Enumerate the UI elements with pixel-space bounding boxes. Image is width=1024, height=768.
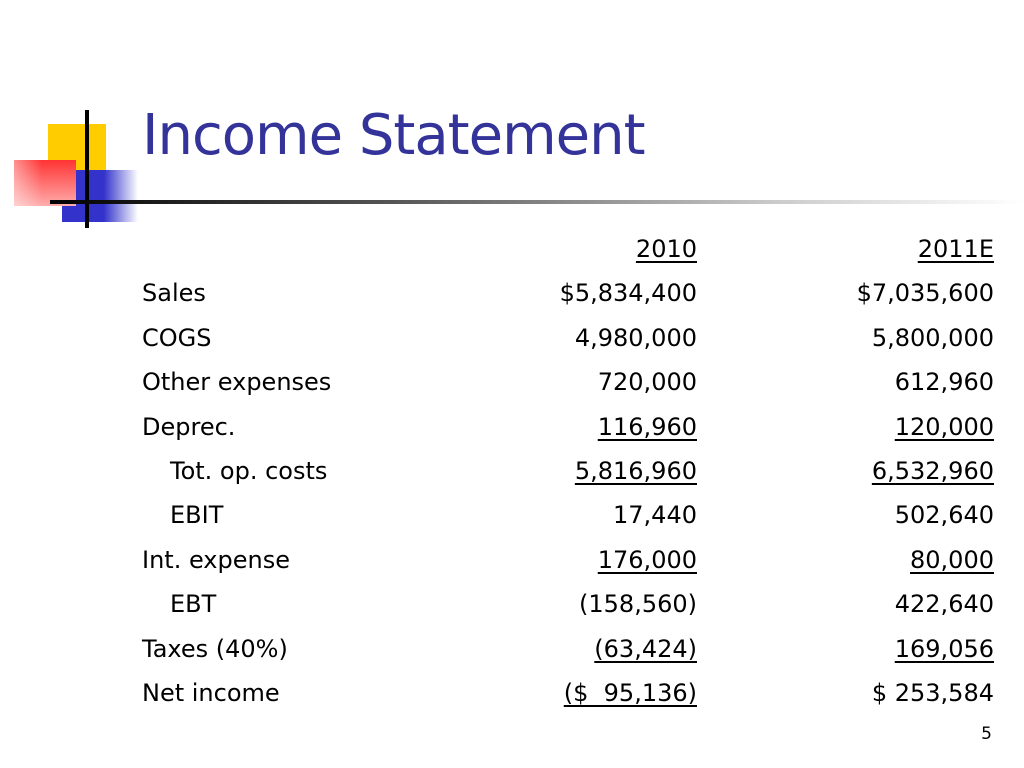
header-2010: 2010: [635, 235, 697, 263]
value-2011e: 169,056: [894, 634, 994, 663]
row-label: Deprec.: [142, 412, 236, 441]
value-2010: $5,834,400: [559, 279, 697, 308]
table-row: [142, 497, 994, 541]
value-2011e: 80,000: [910, 545, 994, 574]
value-2011e: 5,800,000: [871, 323, 994, 352]
value-2011e: $7,035,600: [856, 279, 994, 308]
value-2010: 4,980,000: [574, 323, 697, 352]
value-2010: 17,440: [613, 501, 697, 530]
value-2011e: 422,640: [894, 590, 994, 619]
value-2011e: 612,960: [894, 368, 994, 397]
value-2011e: 502,640: [894, 501, 994, 530]
table-row: [142, 320, 994, 364]
value-2010: ($ 95,136): [563, 678, 697, 707]
row-label: Taxes (40%): [142, 634, 288, 663]
row-label: Other expenses: [142, 368, 332, 397]
row-label: EBT: [170, 590, 217, 619]
row-label: Int. expense: [142, 545, 290, 574]
value-2010: 5,816,960: [574, 456, 697, 485]
table-row: [142, 586, 994, 630]
value-2010: (63,424): [594, 634, 697, 663]
income-statement-table: [142, 231, 994, 719]
table-row: [142, 275, 994, 319]
value-2011e: $ 253,584: [871, 678, 994, 707]
table-row: [142, 631, 994, 675]
row-label: Sales: [142, 279, 206, 308]
slide-logo-decoration: [0, 0, 160, 240]
row-label: Tot. op. costs: [170, 456, 328, 485]
value-2010: (158,560): [579, 590, 697, 619]
table-row: [142, 542, 994, 586]
table-header-row: [142, 231, 994, 275]
table-row: [142, 409, 994, 453]
header-2011e: 2011E: [917, 235, 994, 263]
row-label: Net income: [142, 678, 280, 707]
value-2010: 176,000: [597, 545, 697, 574]
value-2010: 116,960: [597, 412, 697, 441]
table-row: [142, 675, 994, 719]
value-2011e: 6,532,960: [871, 456, 994, 485]
logo-vertical-line: [85, 110, 89, 228]
table-row: [142, 453, 994, 497]
slide-title: Income Statement: [142, 103, 645, 168]
value-2011e: 120,000: [894, 412, 994, 441]
table-row: [142, 364, 994, 408]
row-label: EBIT: [170, 501, 224, 530]
page-number: 5: [981, 724, 992, 744]
row-label: COGS: [142, 323, 212, 352]
value-2010: 720,000: [597, 368, 697, 397]
title-underline-rule: [50, 200, 1024, 204]
